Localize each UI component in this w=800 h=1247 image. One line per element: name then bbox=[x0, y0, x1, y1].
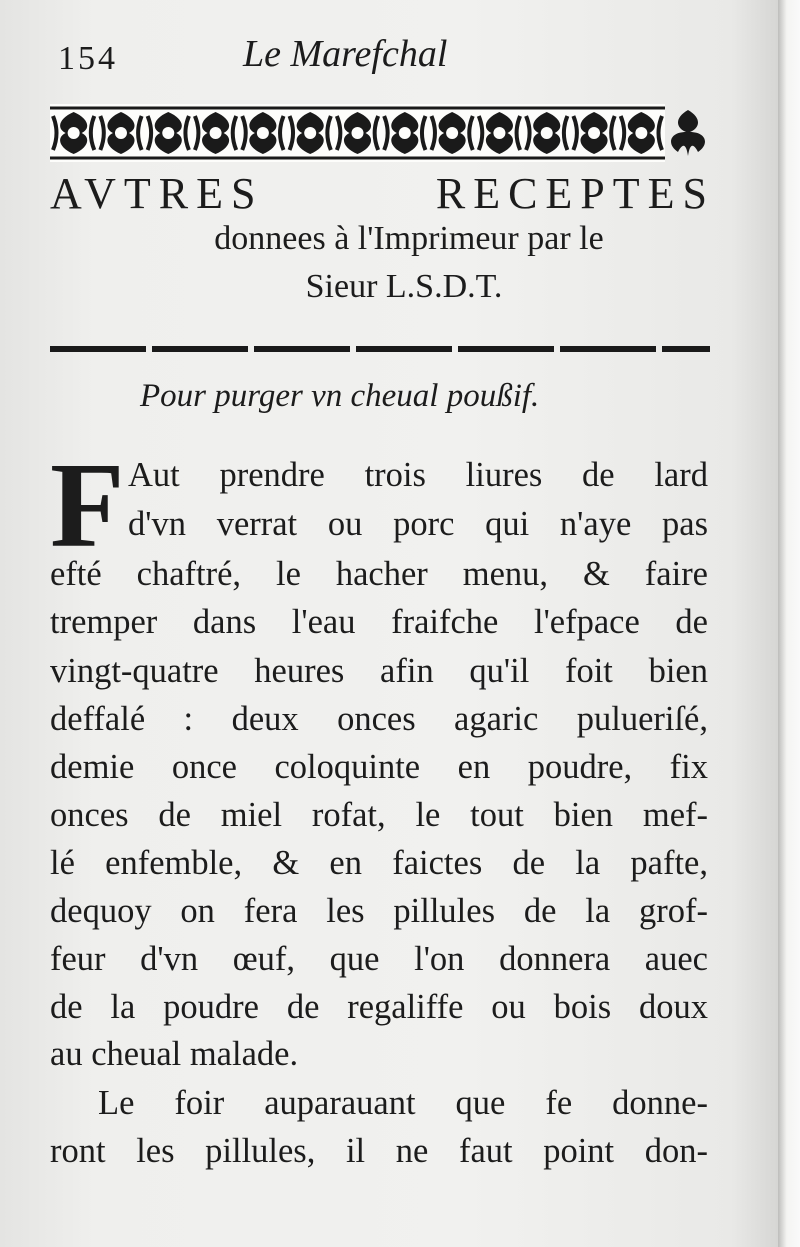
running-head: Le Marefchal bbox=[243, 33, 448, 75]
body-line: Le foir auparauant que fe donne- bbox=[98, 1084, 708, 1122]
body-line: dequoy on fera les pillules de la grof- bbox=[50, 892, 708, 930]
body-line: ront les pillules, il ne faut point don- bbox=[50, 1132, 708, 1170]
body-line: onces de miel rofat, le tout bien mef- bbox=[50, 796, 708, 834]
title-line-2: donnees à l'Imprimeur par le bbox=[214, 220, 604, 257]
body-line: lé enfemble, & en faictes de la pafte, bbox=[50, 844, 708, 882]
drop-cap: F bbox=[50, 438, 125, 573]
body-line: efté chaftré, le hacher menu, & faire bbox=[50, 555, 708, 593]
title-line-1: AVTRES RECEPTES bbox=[50, 169, 715, 218]
ornamental-border-icon bbox=[50, 104, 710, 162]
body-line: demie once coloquinte en poudre, fix bbox=[50, 748, 708, 786]
body-line: de la poudre de regaliffe ou bois doux bbox=[50, 988, 708, 1026]
body-line: au cheual malade. bbox=[50, 1035, 299, 1073]
body-line: Aut prendre trois liures de lard bbox=[128, 456, 708, 494]
section-heading: Pour purger vn cheual poußif. bbox=[140, 378, 540, 414]
page-number: 154 bbox=[58, 40, 118, 77]
divider-rule bbox=[50, 346, 710, 352]
body-line: deffalé : deux onces agaric pulueriſé, bbox=[50, 700, 708, 738]
fleuron-icon bbox=[671, 110, 705, 156]
body-line: d'vn verrat ou porc qui n'aye pas bbox=[128, 505, 708, 543]
title-line-3: Sieur L.S.D.T. bbox=[305, 268, 503, 305]
body-line: vingt-quatre heures afin qu'il foit bien bbox=[50, 652, 708, 690]
body-line: tremper dans l'eau fraifche l'efpace de bbox=[50, 603, 708, 641]
body-line: feur d'vn œuf, que l'on donnera auec bbox=[50, 940, 708, 978]
page-edge bbox=[778, 0, 800, 1247]
